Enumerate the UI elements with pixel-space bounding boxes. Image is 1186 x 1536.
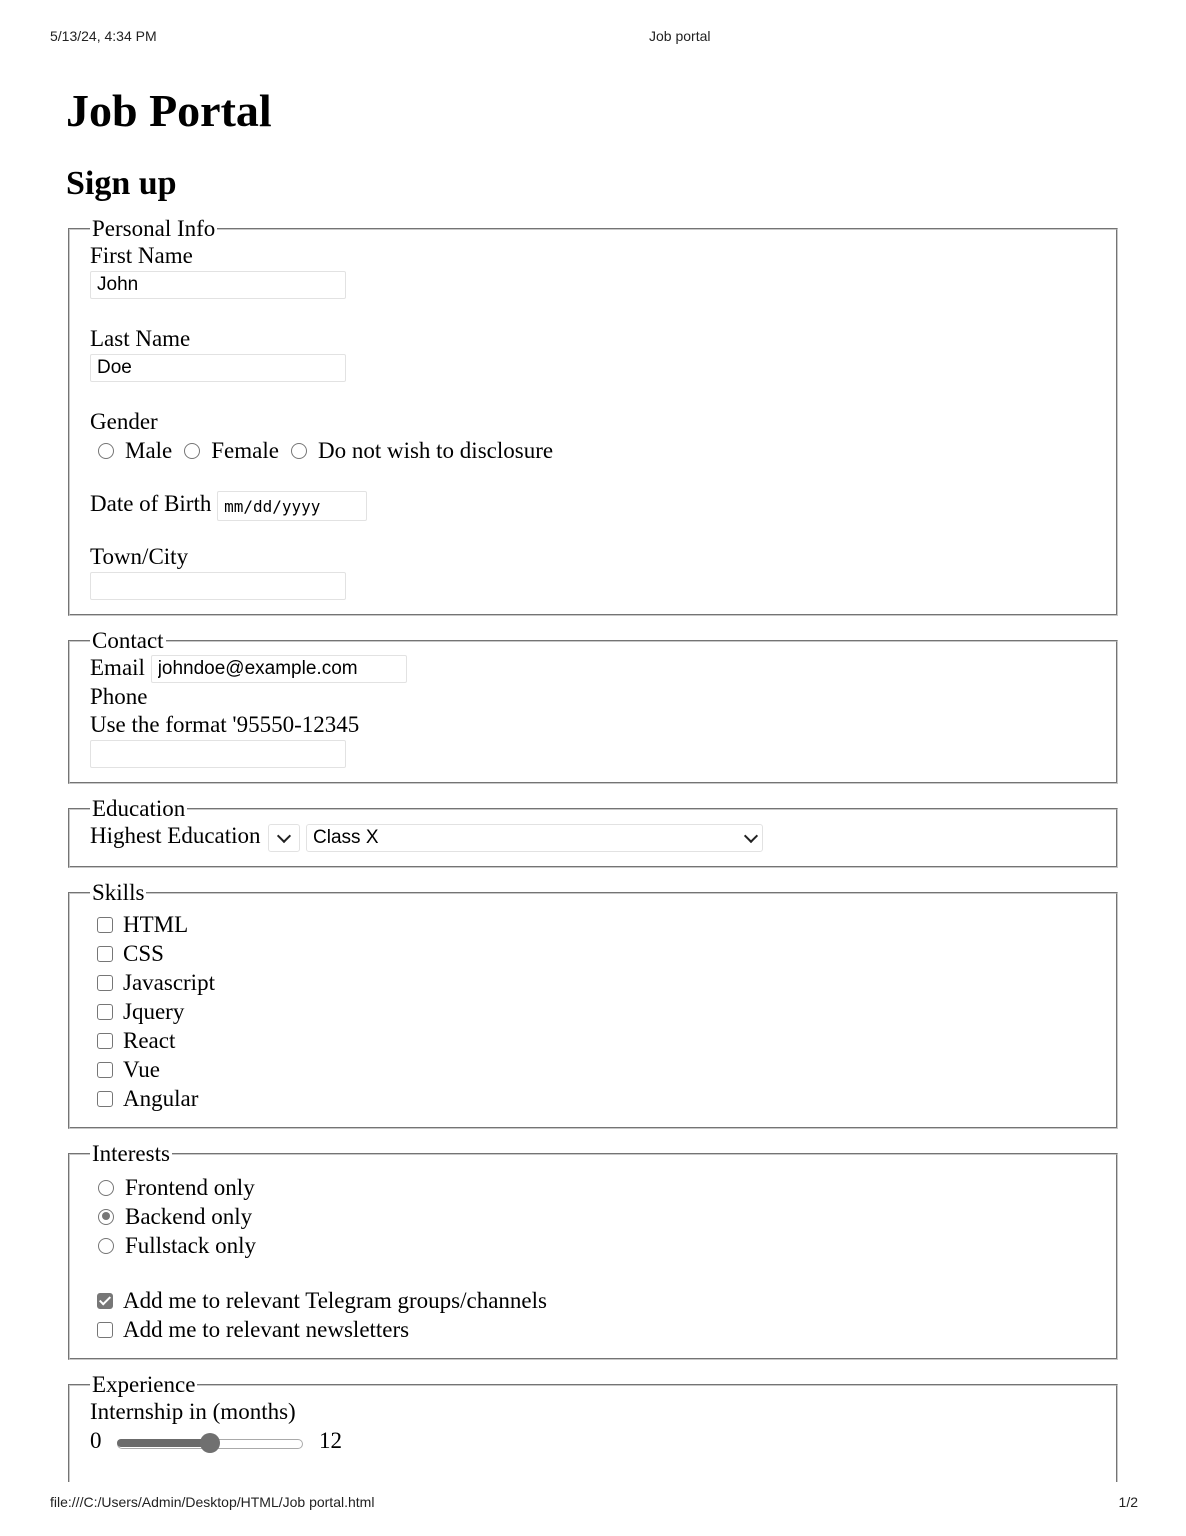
skills-legend: Skills xyxy=(92,880,145,906)
chevron-down-icon xyxy=(277,829,291,843)
contact-legend: Contact xyxy=(92,627,164,653)
experience-fieldset xyxy=(68,1372,1118,1482)
slider-fill xyxy=(117,1439,210,1447)
interest-label: Fullstack only xyxy=(125,1233,256,1259)
skill-checkbox-react[interactable] xyxy=(97,1033,113,1049)
gender-options xyxy=(90,436,1096,466)
interest-radio-frontend[interactable] xyxy=(98,1180,114,1196)
skill-checkbox-css[interactable] xyxy=(97,946,113,962)
gender-option-label: Female xyxy=(211,438,279,463)
experience-legend: Experience xyxy=(92,1372,196,1398)
internship-slider[interactable] xyxy=(117,1433,303,1453)
skill-checkbox-jquery[interactable] xyxy=(97,1004,113,1020)
interest-radio-fullstack[interactable] xyxy=(98,1238,114,1254)
internship-label: Internship in (months) xyxy=(90,1399,296,1425)
dob-label: Date of Birth xyxy=(90,491,212,516)
education-select[interactable] xyxy=(306,824,763,852)
email-label: Email xyxy=(90,654,145,680)
skill-item xyxy=(90,968,1096,997)
skill-checkbox-angular[interactable] xyxy=(97,1091,113,1107)
interest-label: Backend only xyxy=(125,1204,253,1230)
skill-checkbox-javascript[interactable] xyxy=(97,975,113,991)
section-title: Sign up xyxy=(66,165,177,202)
skill-item xyxy=(90,1026,1096,1055)
gender-label: Gender xyxy=(90,409,158,434)
skill-checkbox-html[interactable] xyxy=(97,917,113,933)
skill-item xyxy=(90,910,1096,939)
print-url: file:///C:/Users/Admin/Desktop/HTML/Job portal.html xyxy=(50,1494,375,1510)
last-name-label: Last Name xyxy=(90,326,191,351)
highest-education-label: Highest Education xyxy=(90,823,261,849)
skill-item xyxy=(90,939,1096,968)
personal-info-fieldset xyxy=(68,216,1118,616)
interest-radio-backend[interactable] xyxy=(98,1209,114,1225)
skill-label: React xyxy=(123,1028,176,1054)
page-content xyxy=(66,82,1118,1482)
print-datetime: 5/13/24, 4:34 PM xyxy=(50,28,157,44)
education-legend: Education xyxy=(92,796,186,822)
skill-checkbox-vue[interactable] xyxy=(97,1062,113,1078)
phone-format-hint: Use the format '95550-12345 xyxy=(90,712,360,738)
skill-label: Javascript xyxy=(123,970,215,996)
telegram-option xyxy=(90,1286,1096,1315)
internship-slider-row xyxy=(90,1426,1096,1456)
personal-info-legend: Personal Info xyxy=(92,216,216,241)
interest-item xyxy=(90,1231,1096,1260)
city-input[interactable] xyxy=(90,572,346,600)
print-title: Job portal xyxy=(649,28,711,44)
print-page-number: 1/2 xyxy=(1118,1494,1138,1510)
skill-label: HTML xyxy=(123,912,189,938)
slider-min-label: 0 xyxy=(90,1428,102,1454)
slider-thumb[interactable] xyxy=(200,1433,220,1453)
interest-label: Frontend only xyxy=(125,1175,255,1201)
telegram-label: Add me to relevant Telegram groups/channels xyxy=(123,1288,547,1314)
telegram-checkbox[interactable] xyxy=(97,1293,113,1309)
interests-legend: Interests xyxy=(92,1141,170,1167)
dob-input[interactable]: mm/dd/yyyy xyxy=(217,491,367,521)
first-name-input[interactable] xyxy=(90,271,346,299)
city-label: Town/City xyxy=(90,543,189,569)
newsletter-checkbox[interactable] xyxy=(97,1322,113,1338)
last-name-input[interactable] xyxy=(90,354,346,382)
gender-option-label: Male xyxy=(125,438,173,463)
education-empty-select[interactable] xyxy=(268,824,300,852)
gender-radio-female[interactable] xyxy=(184,443,200,459)
email-input[interactable] xyxy=(151,655,407,683)
skills-fieldset xyxy=(68,880,1118,1129)
skill-item xyxy=(90,1084,1096,1113)
interest-item xyxy=(90,1202,1096,1231)
email-row xyxy=(90,654,1096,684)
skill-item xyxy=(90,1055,1096,1084)
skill-item xyxy=(90,997,1096,1026)
gender-option-label: Do not wish to disclosure xyxy=(317,438,554,463)
interest-item xyxy=(90,1173,1096,1202)
skill-label: Angular xyxy=(123,1086,199,1112)
skill-label: Jquery xyxy=(123,999,185,1025)
dob-row xyxy=(90,490,1096,521)
newsletter-option xyxy=(90,1315,1096,1344)
slider-max-label: 12 xyxy=(319,1428,342,1454)
interests-fieldset xyxy=(68,1141,1118,1360)
contact-fieldset xyxy=(68,628,1118,785)
education-selected-value: Class X xyxy=(313,827,379,849)
chevron-down-icon xyxy=(744,829,758,843)
phone-input[interactable] xyxy=(90,740,346,768)
skill-label: CSS xyxy=(123,941,164,967)
gender-radio-undisclosed[interactable] xyxy=(291,443,307,459)
page-title: Job Portal xyxy=(66,85,272,136)
gender-radio-male[interactable] xyxy=(98,443,114,459)
skill-label: Vue xyxy=(123,1057,160,1083)
first-name-label: First Name xyxy=(90,243,193,268)
phone-label: Phone xyxy=(90,684,148,710)
education-fieldset xyxy=(68,796,1118,868)
education-row xyxy=(90,822,1096,852)
newsletter-label: Add me to relevant newsletters xyxy=(123,1317,410,1343)
